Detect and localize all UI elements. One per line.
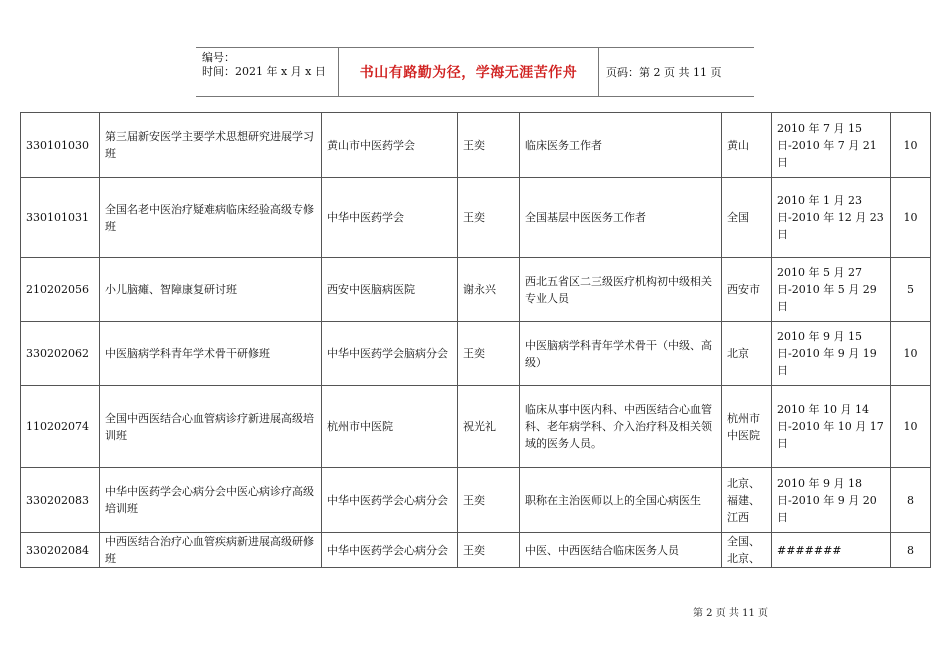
course-code: 110202074 bbox=[21, 386, 100, 468]
course-name: 中医脑病学科青年学术骨干研修班 bbox=[100, 322, 322, 386]
course-credits: 10 bbox=[891, 113, 931, 178]
course-name: 全国中西医结合心血管病诊疗新进展高级培训班 bbox=[100, 386, 322, 468]
table-row bbox=[21, 386, 931, 468]
course-code: 330101031 bbox=[21, 178, 100, 258]
course-code: 330202084 bbox=[21, 533, 100, 568]
course-name: 中西医结合治疗心血管疾病新进展高级研修班 bbox=[100, 533, 322, 568]
course-organizer: 中华中医药学会脑病分会 bbox=[322, 322, 458, 386]
course-dates: 2010 年 1 月 23 日-2010 年 12 月 23 日 bbox=[772, 178, 891, 258]
course-credits: 10 bbox=[891, 386, 931, 468]
header-page-number: 页码：第 2 页 共 11 页 bbox=[606, 66, 722, 79]
table-row bbox=[21, 113, 931, 178]
course-table bbox=[20, 112, 931, 568]
course-lead: 王奕 bbox=[458, 533, 520, 568]
course-location: 全国、北京、 bbox=[722, 533, 772, 568]
course-dates: ####### bbox=[772, 533, 891, 568]
course-name: 第三届新安医学主要学术思想研究进展学习班 bbox=[100, 113, 322, 178]
course-audience: 中医脑病学科青年学术骨干（中级、高级） bbox=[520, 322, 722, 386]
course-name: 中华中医药学会心病分会中医心病诊疗高级培训班 bbox=[100, 468, 322, 533]
table-row bbox=[21, 468, 931, 533]
table-row bbox=[21, 258, 931, 322]
course-lead: 祝光礼 bbox=[458, 386, 520, 468]
course-location: 西安市 bbox=[722, 258, 772, 322]
course-audience: 西北五省区二三级医疗机构初中级相关专业人员 bbox=[520, 258, 722, 322]
course-lead: 王奕 bbox=[458, 113, 520, 178]
course-audience: 职称在主治医师以上的全国心病医生 bbox=[520, 468, 722, 533]
course-dates: 2010 年 7 月 15 日-2010 年 7 月 21 日 bbox=[772, 113, 891, 178]
course-credits: 10 bbox=[891, 322, 931, 386]
course-audience: 中医、中西医结合临床医务人员 bbox=[520, 533, 722, 568]
course-dates: 2010 年 9 月 18 日-2010 年 9 月 20 日 bbox=[772, 468, 891, 533]
course-name: 小儿脑瘫、智障康复研讨班 bbox=[100, 258, 322, 322]
course-organizer: 西安中医脑病医院 bbox=[322, 258, 458, 322]
course-organizer: 中华中医药学会心病分会 bbox=[322, 468, 458, 533]
document-number: 编号： bbox=[202, 51, 235, 64]
course-dates: 2010 年 10 月 14 日-2010 年 10 月 17 日 bbox=[772, 386, 891, 468]
header-divider bbox=[598, 48, 599, 96]
page-footer: 第 2 页 共 11 页 bbox=[693, 608, 768, 619]
course-location: 黄山 bbox=[722, 113, 772, 178]
course-code: 330101030 bbox=[21, 113, 100, 178]
course-lead: 王奕 bbox=[458, 178, 520, 258]
header-meta bbox=[196, 48, 338, 96]
table-row bbox=[21, 533, 931, 568]
course-location: 杭州市中医院 bbox=[722, 386, 772, 468]
course-credits: 10 bbox=[891, 178, 931, 258]
course-organizer: 黄山市中医药学会 bbox=[322, 113, 458, 178]
course-location: 全国 bbox=[722, 178, 772, 258]
course-organizer: 中华中医药学会心病分会 bbox=[322, 533, 458, 568]
course-lead: 谢永兴 bbox=[458, 258, 520, 322]
course-location: 北京、福建、江西 bbox=[722, 468, 772, 533]
course-lead: 王奕 bbox=[458, 322, 520, 386]
table-row bbox=[21, 178, 931, 258]
page-header bbox=[196, 47, 754, 97]
table-row bbox=[21, 322, 931, 386]
document-time: 时间：2021 年 x 月 x 日 bbox=[202, 65, 326, 78]
course-organizer: 杭州市中医院 bbox=[322, 386, 458, 468]
course-dates: 2010 年 9 月 15 日-2010 年 9 月 19 日 bbox=[772, 322, 891, 386]
course-organizer: 中华中医药学会 bbox=[322, 178, 458, 258]
course-name: 全国名老中医治疗疑难病临床经验高级专修班 bbox=[100, 178, 322, 258]
course-code: 330202062 bbox=[21, 322, 100, 386]
course-code: 210202056 bbox=[21, 258, 100, 322]
course-credits: 5 bbox=[891, 258, 931, 322]
course-dates: 2010 年 5 月 27 日-2010 年 5 月 29 日 bbox=[772, 258, 891, 322]
course-audience: 全国基层中医医务工作者 bbox=[520, 178, 722, 258]
course-lead: 王奕 bbox=[458, 468, 520, 533]
course-audience: 临床从事中医内科、中西医结合心血管科、老年病学科、介入治疗科及相关领域的医务人员。 bbox=[520, 386, 722, 468]
course-audience: 临床医务工作者 bbox=[520, 113, 722, 178]
course-code: 330202083 bbox=[21, 468, 100, 533]
course-location: 北京 bbox=[722, 322, 772, 386]
course-credits: 8 bbox=[891, 533, 931, 568]
course-credits: 8 bbox=[891, 468, 931, 533]
header-motto: 书山有路勤为径，学海无涯苦作舟 bbox=[359, 65, 578, 81]
